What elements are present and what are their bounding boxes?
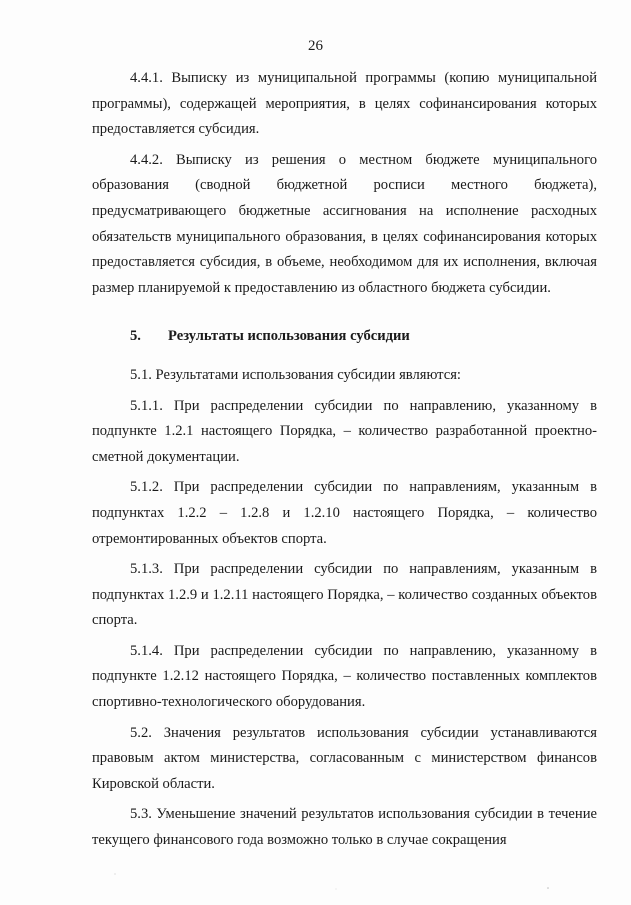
scan-speck <box>336 889 337 890</box>
paragraph-5-1-2: 5.1.2. При распределении субсидии по направлениям, указанным в подпунктах 1.2.2 – 1.2.8 и 1.2.10 настоящего Порядка, – количество отремонтированных объектов спорта. <box>92 479 597 547</box>
paragraph-5-1-4: 5.1.4. При распределении субсидии по направлению, указанному в подпункте 1.2.12 настоящего Порядка, – количество поставленных комплектов спортивно-технологического оборудования. <box>92 642 597 711</box>
document-body <box>92 66 597 854</box>
scan-speck <box>547 887 549 889</box>
paragraph-5-2: 5.2. Значения результатов использования субсидии устанавливаются правовым актом министерства, согласованным с министерством финансов Кировской области. <box>92 724 597 792</box>
paragraph-4-4-1: 4.4.1. Выписку из муниципальной программы (копию муниципальной программы), содержащей мероприятия, в целях софинансирования которых предоставляется субсидия. <box>92 70 597 138</box>
page-number: 26 <box>308 38 323 54</box>
paragraph-5-3: 5.3. Уменьшение значений результатов использования субсидии в течение текущего финансового года возможно только в случае сокращения <box>92 806 597 849</box>
section-heading <box>92 324 597 350</box>
paragraph-4-4-2: 4.4.2. Выписку из решения о местном бюджете муниципального образования (сводной бюджетной росписи местного бюджета), предусматривающего бюджетные ассигнования на исполнение расходных обязательств муниципального образования, в целях софинансирования которых предоставляется субсидия, в объеме, необходимом для их исполнения, включая размер планируемой к предоставлению из областного бюджета субсидии. <box>92 151 597 296</box>
section-title: Результаты использования субсидии <box>168 328 410 345</box>
paragraph-5-1: 5.1. Результатами использования субсидии являются: <box>130 366 461 383</box>
section-number: 5. <box>130 328 141 345</box>
paragraph-5-1-1: 5.1.1. При распределении субсидии по направлению, указанному в подпункте 1.2.1 настоящего Порядка, – количество разработанной проектно-сметной документации. <box>92 397 597 465</box>
paragraph-5-1-3: 5.1.3. При распределении субсидии по направлениям, указанным в подпунктах 1.2.9 и 1.2.11 настоящего Порядка, – количество созданных объектов спорта. <box>92 561 597 629</box>
scan-speck <box>114 873 115 874</box>
